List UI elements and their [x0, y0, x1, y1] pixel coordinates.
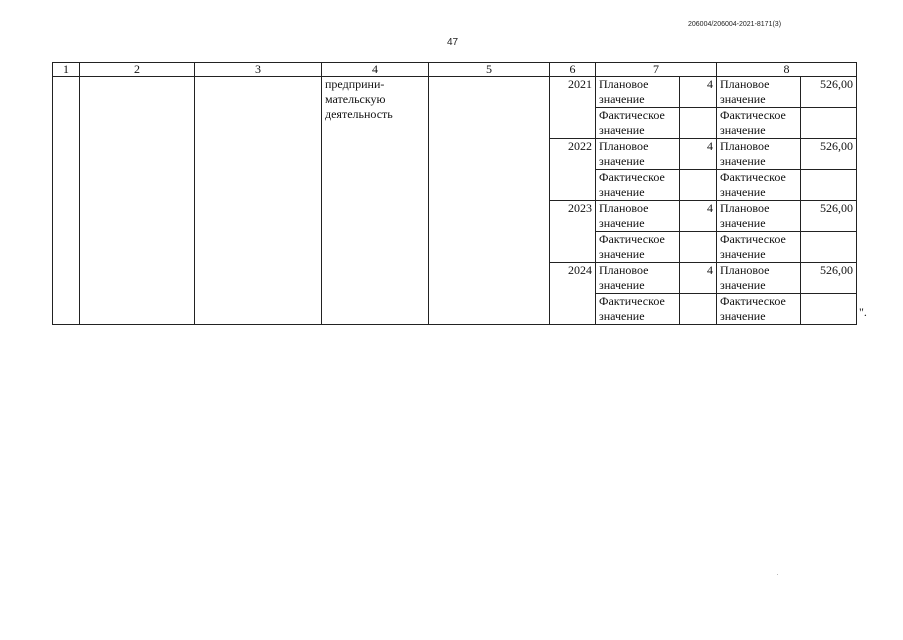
- actual-value-col8: [801, 232, 857, 263]
- actual-label-col7: [596, 232, 680, 263]
- planned-count-col7: 4: [680, 77, 717, 108]
- planned-label-col7-line: значение: [599, 92, 645, 106]
- header-col-1: 1: [53, 63, 80, 77]
- header-col-5: 5: [429, 63, 550, 77]
- scan-speck: [777, 574, 778, 575]
- actual-count-col7: [680, 170, 717, 201]
- actual-count-col7: [680, 108, 717, 139]
- actual-label-col8-line: значение: [720, 247, 766, 261]
- col-4-activity-text-line: мательскую: [325, 92, 386, 106]
- actual-label-col7-line: Фактическое: [599, 108, 665, 122]
- planned-value-col8: 526,00: [801, 201, 857, 232]
- actual-value-col8: [801, 108, 857, 139]
- indicator-table: [52, 62, 857, 325]
- col-5-cell: [429, 77, 550, 325]
- planned-label-col8: [717, 263, 801, 294]
- actual-label-col8-line: Фактическое: [720, 232, 786, 246]
- document-id: 206004/206004-2021-8171(3): [688, 21, 782, 28]
- col-1-cell: [53, 77, 80, 325]
- col-3-cell: [195, 77, 322, 325]
- planned-value-col8: 526,00: [801, 77, 857, 108]
- actual-label-col7-line: значение: [599, 123, 645, 137]
- year-cell: 2023: [550, 201, 596, 263]
- actual-label-col7-line: значение: [599, 185, 645, 199]
- planned-value-col8: 526,00: [801, 263, 857, 294]
- actual-label-col8: [717, 294, 801, 325]
- header-col-2: 2: [80, 63, 195, 77]
- actual-label-col7-line: Фактическое: [599, 294, 665, 308]
- actual-label-col8-line: значение: [720, 123, 766, 137]
- planned-label-col8-line: Плановое: [720, 201, 770, 215]
- page-number: 47: [447, 37, 459, 48]
- header-col-6: 6: [550, 63, 596, 77]
- planned-label-col8-line: значение: [720, 216, 766, 230]
- planned-label-col7: [596, 77, 680, 108]
- actual-value-col8: [801, 170, 857, 201]
- actual-label-col8-line: Фактическое: [720, 294, 786, 308]
- year-cell: 2021: [550, 77, 596, 139]
- year-cell: 2022: [550, 139, 596, 201]
- planned-count-col7: 4: [680, 263, 717, 294]
- actual-label-col8-line: значение: [720, 309, 766, 323]
- planned-label-col8-line: значение: [720, 278, 766, 292]
- planned-label-col7-line: Плановое: [599, 263, 649, 277]
- col-2-cell: [80, 77, 195, 325]
- planned-label-col8-line: значение: [720, 92, 766, 106]
- planned-label-col7-line: Плановое: [599, 201, 649, 215]
- header-col-7: 7: [596, 63, 717, 77]
- year-cell: 2024: [550, 263, 596, 325]
- col-4-activity-text-line: деятельность: [325, 107, 393, 121]
- header-col-3: 3: [195, 63, 322, 77]
- planned-label-col7: [596, 139, 680, 170]
- actual-label-col8: [717, 170, 801, 201]
- planned-label-col8: [717, 201, 801, 232]
- actual-label-col8-line: значение: [720, 185, 766, 199]
- planned-label-col7: [596, 201, 680, 232]
- actual-label-col8-line: Фактическое: [720, 170, 786, 184]
- header-row: [53, 63, 857, 77]
- actual-label-col7-line: значение: [599, 309, 645, 323]
- planned-label-col7-line: значение: [599, 278, 645, 292]
- actual-count-col7: [680, 232, 717, 263]
- planned-count-col7: 4: [680, 139, 717, 170]
- planned-label-col8: [717, 77, 801, 108]
- planned-label-col8-line: Плановое: [720, 139, 770, 153]
- planned-label-col7-line: значение: [599, 154, 645, 168]
- actual-label-col7-line: Фактическое: [599, 232, 665, 246]
- table-row: [53, 77, 857, 108]
- closing-quote-mark: ".: [859, 305, 867, 319]
- planned-label-col8: [717, 139, 801, 170]
- header-col-4: 4: [322, 63, 429, 77]
- planned-label-col7: [596, 263, 680, 294]
- actual-label-col7: [596, 108, 680, 139]
- col-4-activity-text: [322, 77, 429, 325]
- planned-label-col7-line: Плановое: [599, 77, 649, 91]
- planned-label-col8-line: Плановое: [720, 263, 770, 277]
- col-4-activity-text-line: предприни-: [325, 77, 385, 91]
- actual-label-col8: [717, 108, 801, 139]
- actual-label-col7-line: значение: [599, 247, 645, 261]
- actual-value-col8: [801, 294, 857, 325]
- actual-label-col8: [717, 232, 801, 263]
- planned-label-col7-line: значение: [599, 216, 645, 230]
- planned-label-col8-line: значение: [720, 154, 766, 168]
- planned-label-col7-line: Плановое: [599, 139, 649, 153]
- planned-label-col8-line: Плановое: [720, 77, 770, 91]
- actual-label-col8-line: Фактическое: [720, 108, 786, 122]
- actual-label-col7: [596, 294, 680, 325]
- actual-label-col7: [596, 170, 680, 201]
- actual-count-col7: [680, 294, 717, 325]
- actual-label-col7-line: Фактическое: [599, 170, 665, 184]
- header-col-8: 8: [717, 63, 857, 77]
- planned-count-col7: 4: [680, 201, 717, 232]
- planned-value-col8: 526,00: [801, 139, 857, 170]
